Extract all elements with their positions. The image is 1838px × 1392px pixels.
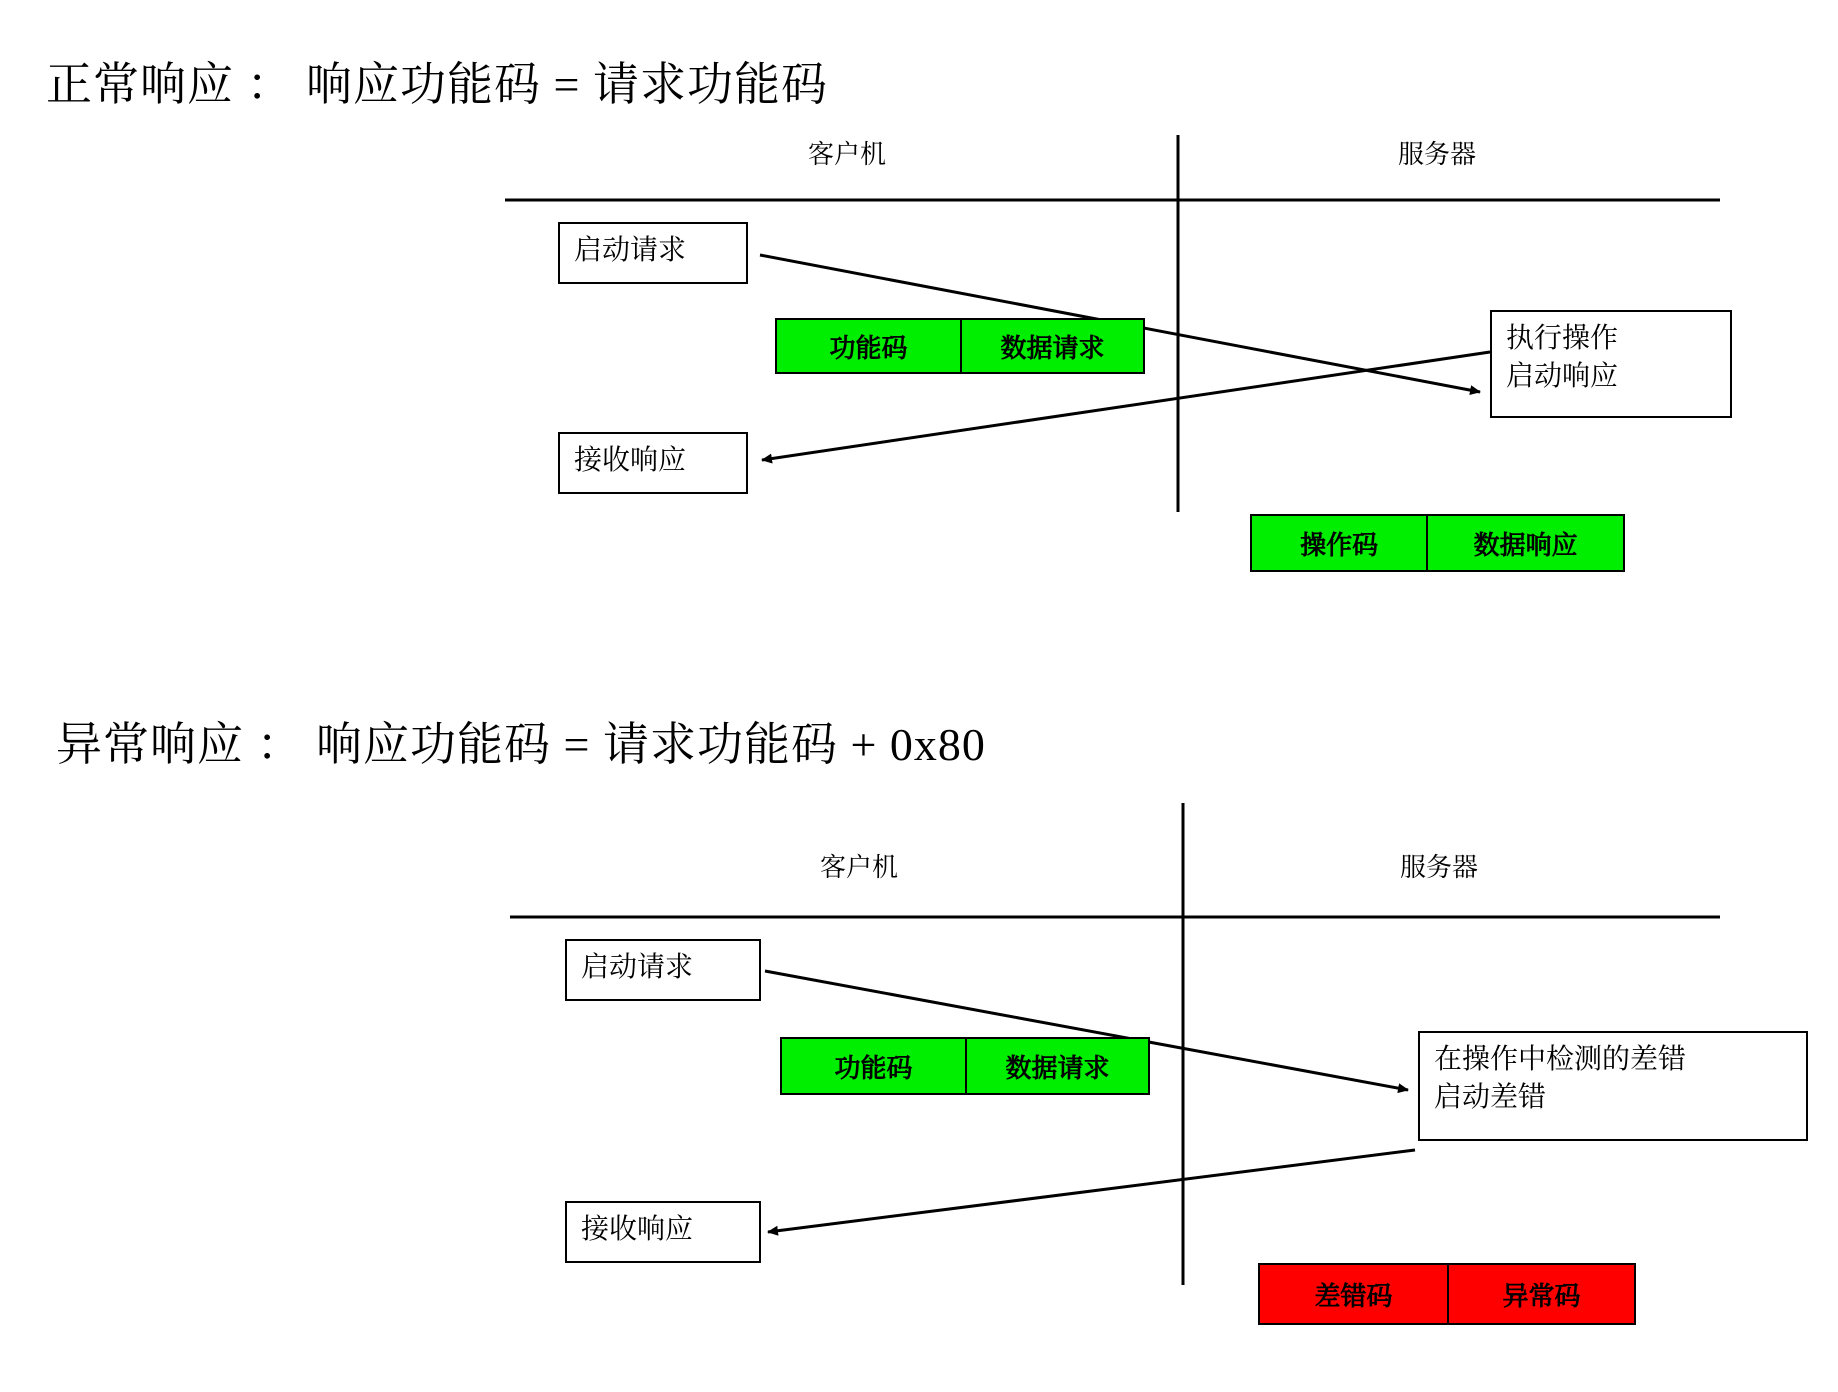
diagram-exception-response [0,795,1838,1385]
heading-exception-response: 异常响应 ： 响应功能码 = 请求功能码 + 0x80 [56,719,986,770]
pdu-response-cell-data: 数据响应 [1426,516,1623,570]
pdu-request [775,318,1145,374]
pdu-request-cell-data: 数据请求 [960,320,1143,372]
box-server-error-line1: 在操作中检测的差错 [1434,1044,1687,1075]
pdu-error-cell-error-code: 差错码 [1260,1265,1447,1323]
box-server-action-line2: 启动响应 [1506,360,1619,392]
diagram-normal-response [0,130,1838,670]
box-receive-response: 接收响应 [565,1201,761,1263]
pdu-request-cell-function-code: 功能码 [777,320,960,372]
box-server-error-line2: 启动差错 [1434,1081,1547,1113]
box-start-request: 启动请求 [558,222,748,284]
box-server-action [1490,310,1732,418]
heading-normal-response: 正常响应 ： 响应功能码 = 请求功能码 [46,59,828,110]
pdu-response-cell-operation-code: 操作码 [1252,516,1426,570]
arrow-response [768,1150,1415,1232]
pdu-error-cell-exception-code: 异常码 [1447,1265,1634,1323]
box-server-error [1418,1031,1808,1141]
label-client: 客户机 [808,140,887,169]
box-start-request: 启动请求 [565,939,761,1001]
box-receive-response: 接收响应 [558,432,748,494]
pdu-request-cell-data: 数据请求 [965,1039,1148,1093]
pdu-error [1258,1263,1636,1325]
box-server-action-line1: 执行操作 [1506,323,1619,354]
pdu-request-cell-function-code: 功能码 [782,1039,965,1093]
label-server: 服务器 [1400,853,1479,882]
pdu-request [780,1037,1150,1095]
label-server: 服务器 [1398,140,1477,169]
pdu-response [1250,514,1625,572]
label-client: 客户机 [820,853,899,882]
